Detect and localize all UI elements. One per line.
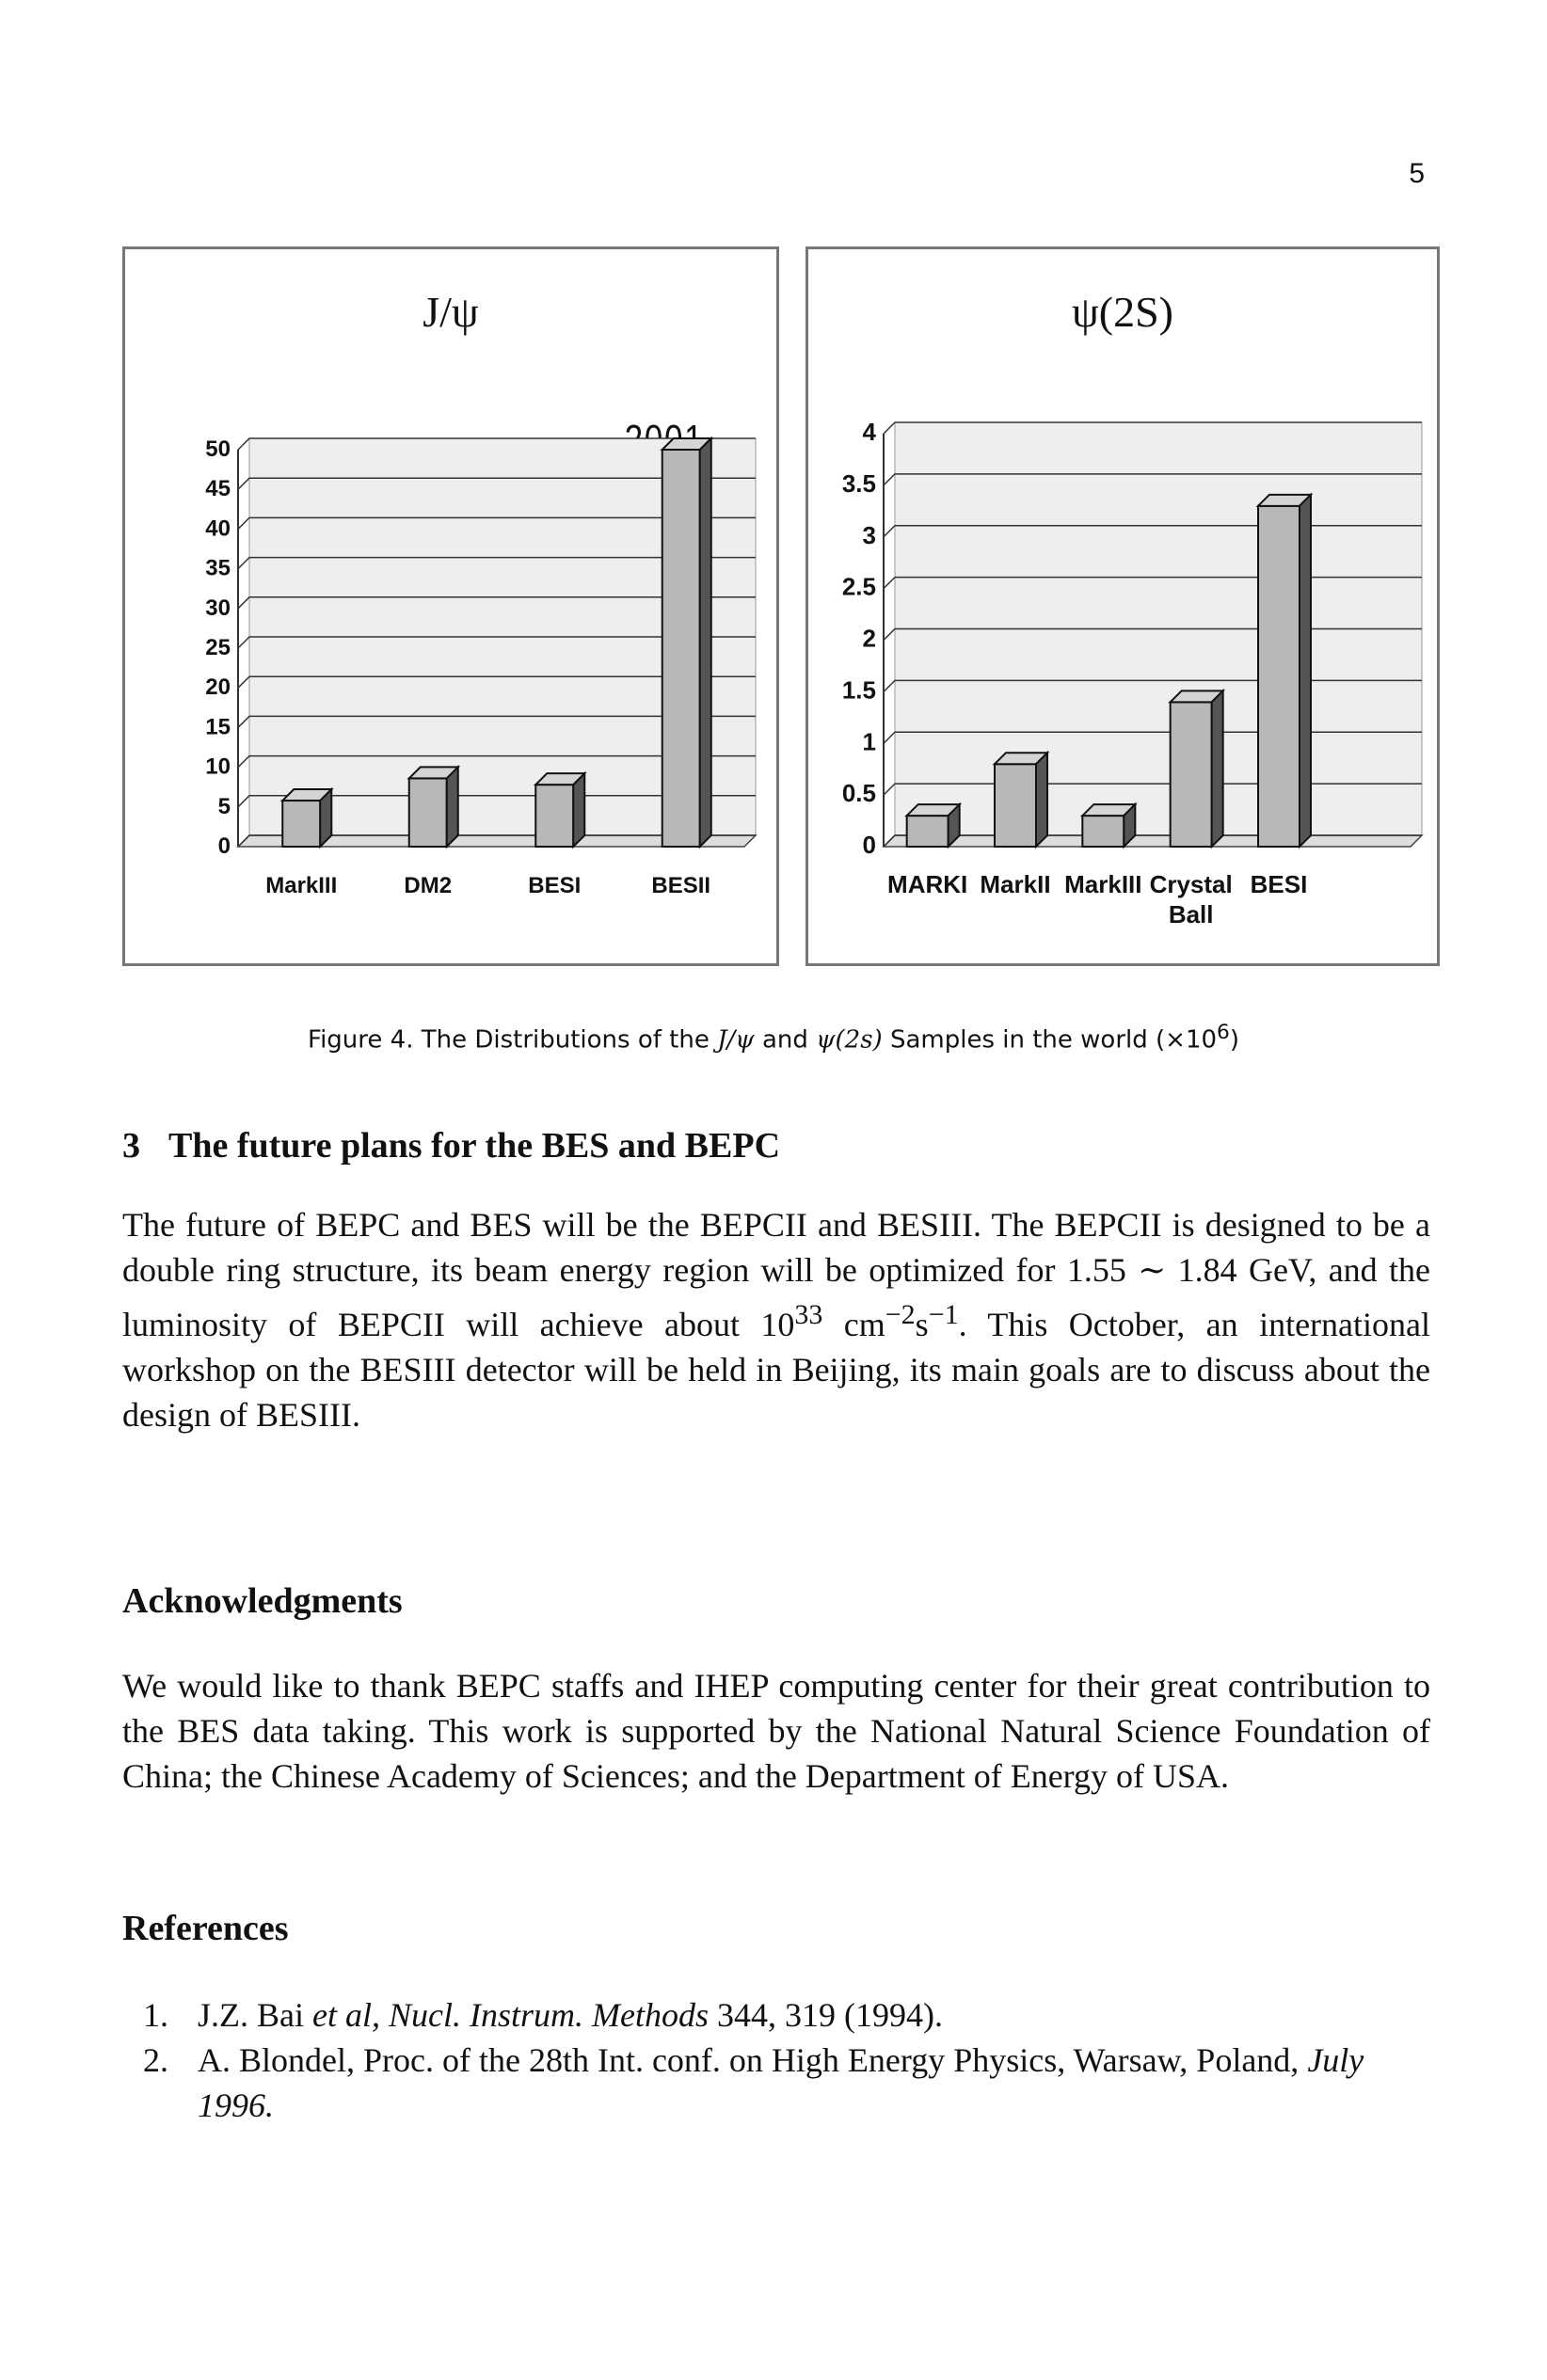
y-tick-label: 4 xyxy=(862,418,876,446)
paragraph-text-d: . This October, an international workshop on the BESIII detector will be held in Beijing, its main goals are to discuss about the design of BESIII. xyxy=(122,1306,1430,1434)
x-tick-label-line2: Ball xyxy=(1168,900,1214,928)
reference-text: A. Blondel, Proc. of the 28th Int. conf. on High Energy Physics, Warsaw, Poland, xyxy=(198,2041,1308,2079)
jpsi-chart-panel xyxy=(122,246,779,966)
paragraph-sup-33: 33 xyxy=(794,1299,823,1330)
reference-date: July 1996. xyxy=(198,2041,1364,2124)
figure-caption xyxy=(0,1021,1547,1055)
caption-jpsi: J/ψ xyxy=(717,1025,755,1055)
y-tick-label: 1.5 xyxy=(841,675,876,705)
bar xyxy=(1171,702,1212,847)
bar xyxy=(535,785,573,847)
bar xyxy=(995,764,1036,847)
bar xyxy=(282,801,320,847)
acknowledgments-heading: Acknowledgments xyxy=(122,1581,403,1621)
bar-side xyxy=(1036,753,1047,847)
psi2s-bar-chart xyxy=(808,249,1443,969)
bar xyxy=(662,450,700,847)
caption-and: and xyxy=(754,1025,817,1055)
y-tick-label: 0 xyxy=(217,833,231,859)
jpsi-bar-chart xyxy=(125,249,782,969)
reference-journal: Nucl. Instrum. Methods xyxy=(379,1996,709,2034)
paragraph-text-c: s xyxy=(915,1306,929,1343)
psi2s-chart-title: ψ(2S) xyxy=(1071,288,1173,336)
y-tick-label: 3 xyxy=(862,520,876,549)
acknowledgments-text: We would like to thank BEPC staffs and IHEP computing center for their great contribution to the BES data taking. This work is supported by the National Natural Science Foundation of China; the Chinese Academy of Sciences; and the Department of Energy of USA. xyxy=(122,1667,1430,1795)
x-tick-label: MarkIII xyxy=(265,873,338,898)
section-heading xyxy=(122,1125,780,1166)
reference-details: 344, 319 (1994). xyxy=(708,1996,943,2034)
y-tick-label: 3.5 xyxy=(841,468,876,498)
y-tick-label: 2.5 xyxy=(841,572,876,601)
psi2s-chart-panel xyxy=(805,246,1440,966)
section-number: 3 xyxy=(122,1126,140,1166)
bar xyxy=(907,816,949,847)
paragraph-text-a: The future of BEPC and BES will be the BEPCII and BESIII. The BEPCII is designed to be a double ring structure, its beam energy region will be optimized for 1.55 ∼ 1.84 GeV, and the luminosity of BEPCII will achieve about 10 xyxy=(122,1206,1430,1343)
bar-side xyxy=(700,438,711,847)
caption-suffix: Samples in the world (×10 xyxy=(882,1025,1218,1055)
paragraph-sup-minus2: −2 xyxy=(885,1299,916,1330)
bar xyxy=(1082,816,1124,847)
x-tick-label: MARKI xyxy=(887,870,968,898)
x-tick-label: BESI xyxy=(1250,870,1308,898)
bar-side xyxy=(320,789,331,847)
reference-number: 2. xyxy=(143,2041,168,2079)
x-tick-label: DM2 xyxy=(404,873,453,898)
y-tick-label: 45 xyxy=(205,476,231,502)
x-tick-label: BESII xyxy=(651,873,711,898)
jpsi-chart-title: J/ψ xyxy=(423,288,479,336)
y-tick-label: 35 xyxy=(205,555,231,581)
y-tick-label: 2 xyxy=(862,624,876,653)
section-title: The future plans for the BES and BEPC xyxy=(168,1126,781,1166)
bar xyxy=(409,778,447,847)
bar-side xyxy=(1300,495,1311,847)
reference-etal: et al, xyxy=(312,1996,380,2034)
y-tick-label: 15 xyxy=(205,714,231,740)
y-tick-label: 40 xyxy=(205,516,231,542)
y-tick-label: 25 xyxy=(205,635,231,660)
y-tick-label: 0 xyxy=(862,831,876,859)
reference-item xyxy=(122,1992,1430,2038)
reference-number: 1. xyxy=(143,1996,168,2034)
section-paragraph xyxy=(122,1202,1430,1437)
x-tick-label: MarkIII xyxy=(1064,870,1142,898)
x-tick-label: MarkII xyxy=(980,870,1051,898)
y-tick-label: 10 xyxy=(205,754,231,780)
x-tick-label: Crystal xyxy=(1149,870,1233,898)
bar-side xyxy=(1212,690,1223,847)
bar xyxy=(1258,506,1300,847)
y-tick-label: 1 xyxy=(862,727,876,756)
paragraph-text-b: cm xyxy=(822,1306,885,1343)
chart-floor xyxy=(884,835,1422,847)
y-tick-label: 20 xyxy=(205,674,231,701)
paragraph-sup-minus1: −1 xyxy=(928,1299,959,1330)
caption-prefix: Figure 4. The Distributions of the xyxy=(308,1025,718,1055)
x-tick-label: BESI xyxy=(528,873,582,898)
bar-side xyxy=(447,767,458,847)
references-heading: References xyxy=(122,1909,289,1948)
reference-authors: J.Z. Bai xyxy=(198,1996,312,2034)
y-tick-label: 50 xyxy=(205,436,231,462)
bar-side xyxy=(573,773,584,847)
caption-psi2s: ψ(2s) xyxy=(816,1025,883,1055)
references-list xyxy=(122,1992,1430,2128)
y-tick-label: 30 xyxy=(205,595,231,621)
y-tick-label: 5 xyxy=(217,793,231,819)
figure-4 xyxy=(122,246,1440,971)
caption-exponent: 6 xyxy=(1217,1021,1230,1044)
caption-close: ) xyxy=(1229,1025,1239,1055)
page-number: 5 xyxy=(1409,158,1425,189)
y-tick-label: 0.5 xyxy=(841,779,876,808)
reference-item xyxy=(122,2038,1430,2128)
